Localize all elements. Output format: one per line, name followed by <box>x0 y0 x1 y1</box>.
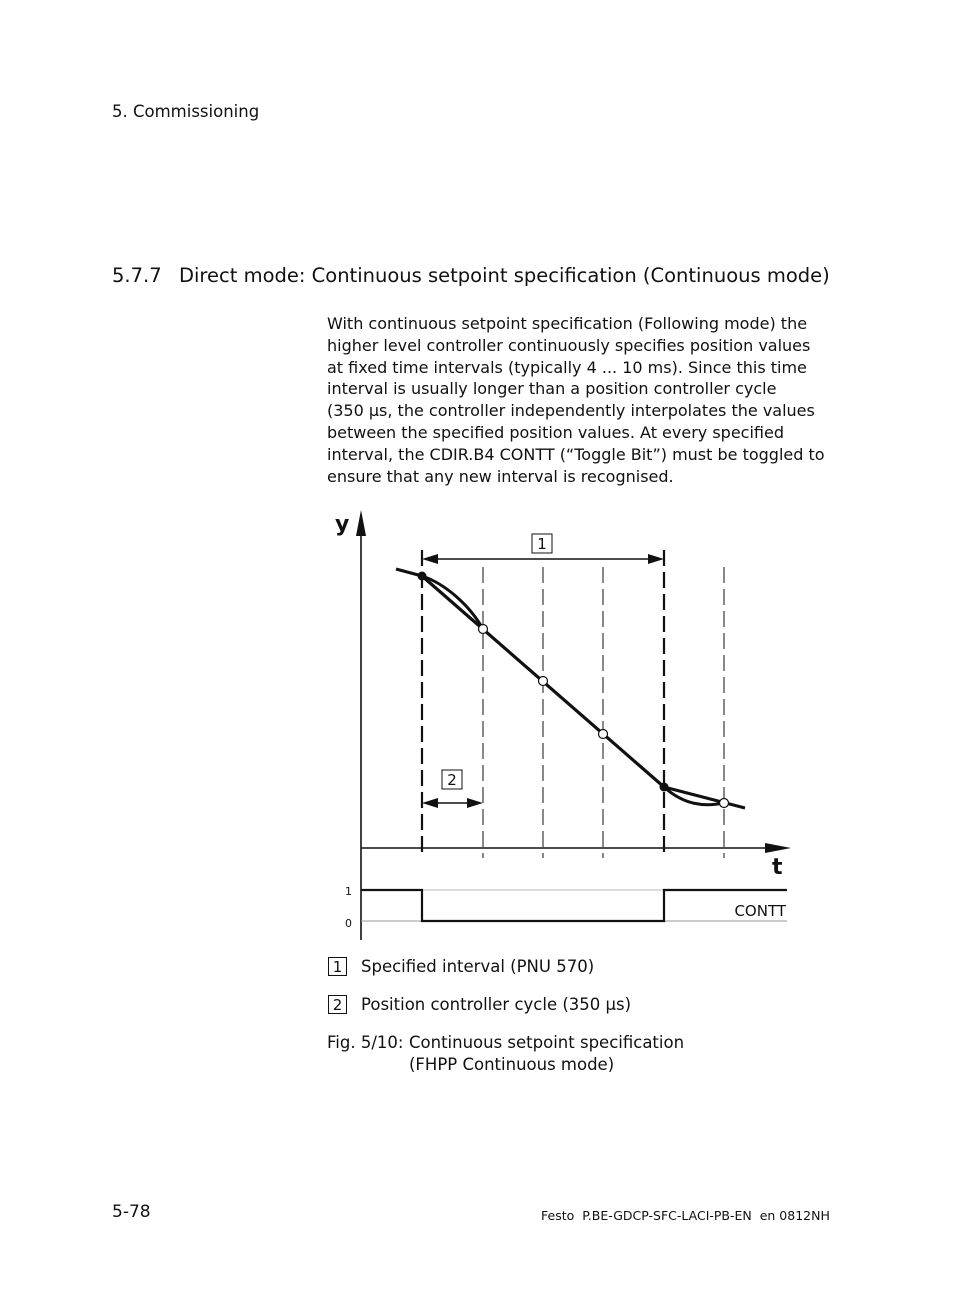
arrowhead <box>422 554 438 564</box>
body-line: With continuous setpoint specification (Following mode) the <box>327 314 808 333</box>
legend-text: Specified interval (PNU 570) <box>361 957 595 976</box>
page-number: 5-78 <box>112 1202 151 1222</box>
body-line: higher level controller continuously specifies position values <box>327 335 811 355</box>
interpolation-marker <box>479 625 488 634</box>
callout-2-label: 2 <box>447 771 457 789</box>
body-line: ensure that any new interval is recognised. <box>327 466 674 486</box>
footer-doc-id: Festo P.BE-GDCP-SFC-LACI-PB-EN en 0812NH <box>541 1208 830 1223</box>
chapter-header: 5. Commissioning <box>112 102 260 121</box>
legend-item <box>328 994 631 1014</box>
callout-1-label: 1 <box>537 535 547 553</box>
legend-text: Position controller cycle (350 µs) <box>361 995 632 1014</box>
body-line: at fixed time intervals (typically 4 ... 10 ms). Since this time <box>327 357 807 377</box>
interpolation-marker <box>539 677 548 686</box>
caption-line: (FHPP Continuous mode) <box>409 1055 615 1074</box>
caption-label: Fig. 5/10: <box>327 1033 404 1052</box>
body-line: interval, the CDIR.B4 CONTT (“Toggle Bit”) must be toggled to <box>327 444 825 464</box>
body-paragraph <box>327 313 825 487</box>
t-axis-label: t <box>772 855 783 880</box>
signal-high-label: 1 <box>345 885 352 898</box>
arrowhead <box>648 554 664 564</box>
y-axis-label: y <box>335 512 350 537</box>
y-axis-arrowhead <box>356 510 366 536</box>
section-title: Direct mode: Continuous setpoint specification (Continuous mode) <box>179 264 830 287</box>
arrowhead <box>422 798 438 808</box>
signal-name-label: CONTT <box>734 902 786 920</box>
caption-line: Continuous setpoint specification <box>409 1033 685 1052</box>
setpoint-marker <box>660 783 669 792</box>
contt-signal <box>361 890 787 921</box>
body-line: (350 µs, the controller independently interpolates the values <box>327 401 815 421</box>
body-line: between the specified position values. At every specified <box>327 422 784 442</box>
interpolation-marker <box>720 799 729 808</box>
setpoint-diagram <box>300 500 820 940</box>
section-number: 5.7.7 <box>112 264 162 287</box>
legend-key-box: 1 <box>328 957 347 976</box>
t-axis-arrowhead <box>765 843 791 853</box>
signal-low-label: 0 <box>345 917 352 930</box>
body-line: interval is usually longer than a position controller cycle <box>327 379 777 399</box>
legend-key-box: 2 <box>328 995 347 1014</box>
interpolation-marker <box>599 730 608 739</box>
legend-item <box>328 956 594 976</box>
setpoint-marker <box>418 572 427 581</box>
figure-caption <box>327 1032 684 1076</box>
arrowhead <box>467 798 483 808</box>
